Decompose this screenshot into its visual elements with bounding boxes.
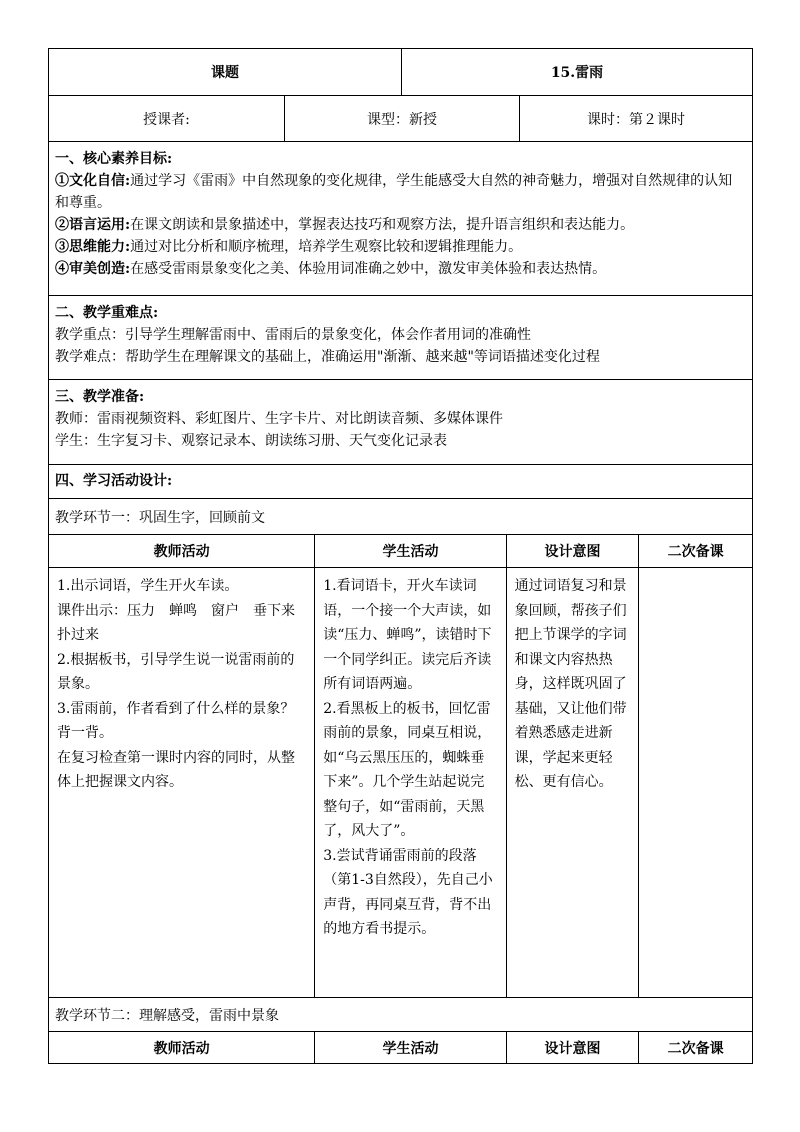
stage1-title: 教学环节一：巩固生字，回顾前文 (55, 509, 265, 526)
teacher-line: 1.出示词语，学生开火车读。 (57, 578, 239, 594)
stage1-design-intent (506, 568, 639, 997)
student-line: 3.尝试背诵雷雨前的段落（第1-3自然段），先自己小声背，再同桌互背，背不出的地方看书提示。 (323, 847, 493, 937)
col-student-activity: 学生活动 (314, 1032, 505, 1063)
preparation-section (48, 380, 753, 465)
student-preparation: 学生：生字复习卡、观察记录本、朗读练习册、天气变化记录表 (55, 433, 447, 449)
student-line: 1.看词语卡，开火车读词语，一个接一个大声读，如读“压力、蝉鸣”，读错时下一个同学纠正。读完后齐读所有词语两遍。 (323, 578, 492, 692)
stage1-student-activity (314, 568, 505, 997)
difficulties-title: 二、教学重难点: (55, 305, 159, 321)
teacher-line: 在复习检查第一课时内容的同时，从整体上把握课文内容。 (57, 749, 295, 790)
design-text: 通过词语复习和景象回顾，帮孩子们把上节课学的字词和课文内容热热身，这样既巩固了基础，又让他们带着熟悉感走进新课，学起来更轻松、更有信心。 (514, 578, 627, 790)
col-design-intent: 设计意图 (506, 535, 639, 567)
col-teacher-activity: 教师活动 (153, 1040, 210, 1057)
teaching-difficulty: 教学难点：帮助学生在理解课文的基础上，准确运用"渐渐、越来越"等词语描述变化过程 (55, 349, 600, 365)
stage1-heading (48, 499, 753, 535)
topic-label: 课题 (211, 65, 239, 81)
teacher-line: 课件出示：压力 蝉鸣 窗户 垂下来 扑过来 (57, 602, 309, 643)
goals-title: 一、核心素养目标: (55, 151, 173, 167)
goals-section (48, 142, 753, 296)
lesson-plan-sheet (48, 48, 753, 1064)
teacher-preparation: 教师：雷雨视频资料、彩虹图片、生字卡片、对比朗读音频、多媒体课件 (55, 411, 503, 427)
col-design-intent: 设计意图 (506, 1032, 639, 1063)
stage2-heading (48, 998, 753, 1032)
stage1-body-row (48, 568, 753, 998)
stage1-second-prep (638, 568, 752, 997)
goal-item: ②语言运用:在课文朗读和景象描述中，掌握表达技巧和观察方法，提升语言组织和表达能力。 (55, 217, 635, 233)
preparation-title: 三、教学准备: (55, 389, 145, 405)
topic-value: 15.雷雨 (401, 49, 752, 95)
stage2-title: 教学环节二：理解感受，雷雨中景象 (55, 1007, 279, 1024)
difficulties-section (48, 296, 753, 380)
col-second-prep: 二次备课 (638, 535, 752, 567)
topic-row (48, 48, 753, 96)
activity-columns-header (48, 535, 753, 568)
stage1-teacher-activity (49, 568, 314, 997)
meta-row (48, 96, 753, 142)
col-second-prep: 二次备课 (638, 1032, 752, 1063)
col-student-activity: 学生活动 (314, 535, 505, 567)
teaching-focus: 教学重点：引导学生理解雷雨中、雷雨后的景象变化，体会作者用词的准确性 (55, 327, 531, 343)
activities-title-row (48, 465, 753, 499)
goal-item: ③思维能力:通过对比分析和顺序梳理，培养学生观察比较和逻辑推理能力。 (55, 239, 523, 255)
teacher-label: 授课者: (143, 111, 190, 128)
lesson-type: 课型：新授 (284, 96, 519, 141)
student-line: 2.看黑板上的板书，回忆雷雨前的景象，同桌互相说，如“乌云黑压压的，蜘蛛垂下来”。几个学生站起说完整句子，如“雷雨前，天黑了，风大了”。 (323, 700, 492, 839)
teacher-line: 2.根据板书，引导学生说一说雷雨前的景象。 (57, 651, 295, 692)
lesson-period: 课时：第２课时 (519, 96, 752, 141)
goal-item: ①文化自信:通过学习《雷雨》中自然现象的变化规律，学生能感受大自然的神奇魅力，增强对自然规律的认知和尊重。 (55, 173, 733, 211)
activities-title: 四、学习活动设计: (55, 473, 173, 489)
teacher-line: 3.雷雨前，作者看到了什么样的景象？背一背。 (57, 700, 295, 741)
goal-item: ④审美创造:在感受雷雨景象变化之美、体验用词准确之妙中，激发审美体验和表达热情。 (55, 261, 607, 277)
stage2-columns-header (48, 1032, 753, 1064)
col-teacher-activity: 教师活动 (153, 544, 210, 560)
